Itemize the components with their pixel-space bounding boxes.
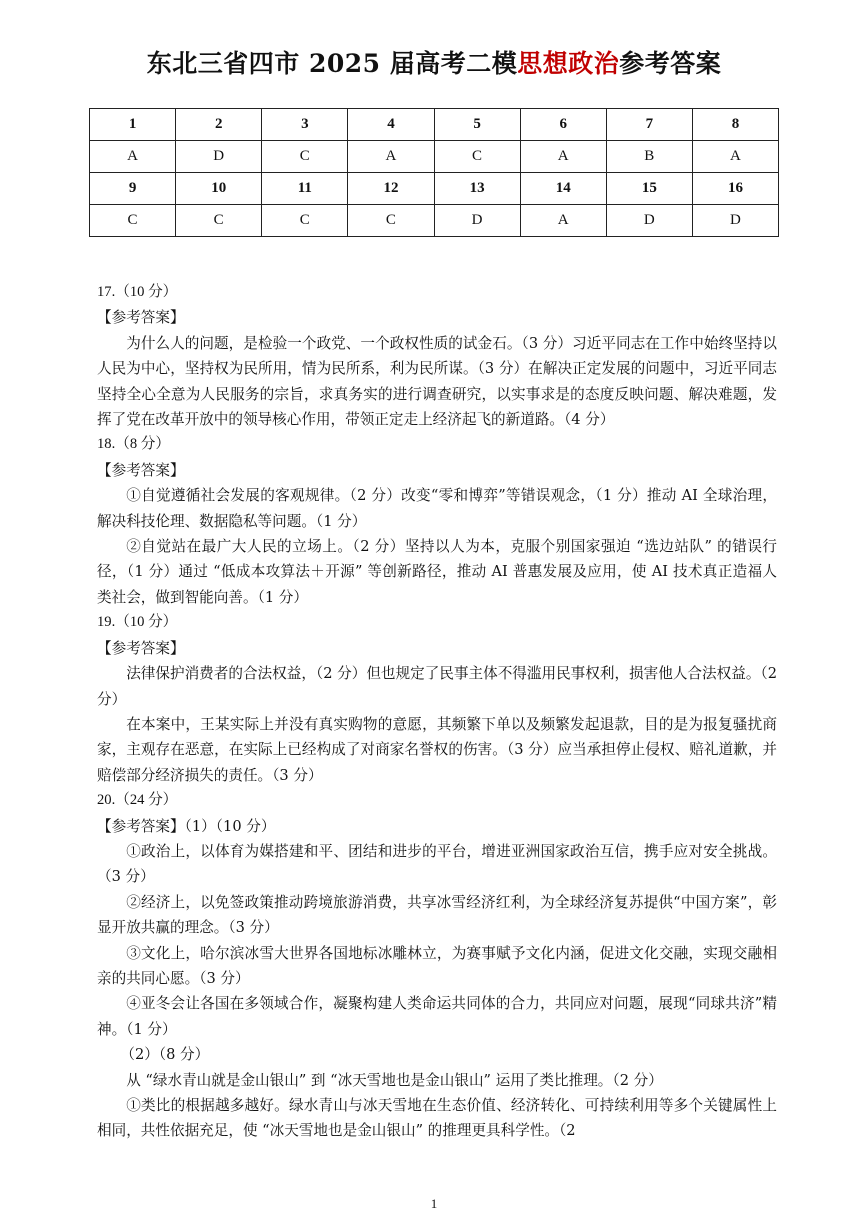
answer-label: 【参考答案】（1）（10 分） (97, 817, 276, 835)
answer-cell: A (90, 141, 176, 173)
answer-cell: C (262, 141, 348, 173)
answer-paragraph: ①自觉遵循社会发展的客观规律。（2 分）改变“零和博弈”等错误观念，（1 分）推动 AI 全球治理，解决科技伦理、数据隐私等问题。（1 分） (97, 487, 777, 530)
answer-paragraph: ④亚冬会让各国在多领域合作，凝聚构建人类命运共同体的合力，共同应对问题，展现“同球共济”精神。（1 分） (97, 995, 777, 1038)
answer-table (89, 108, 779, 237)
answer-paragraph: ②经济上，以免签政策推动跨境旅游消费，共享冰雪经济红利，为全球经济复苏提供“中国方案”，彰显开放共赢的理念。（3 分） (97, 893, 777, 937)
question-heading: 18.（8 分） (97, 436, 170, 453)
question-number-cell: 4 (348, 109, 434, 141)
question-number-cell: 6 (520, 109, 606, 141)
answer-cell: C (90, 205, 176, 237)
answer-letter-row (90, 141, 779, 173)
answer-paragraph: ③文化上，哈尔滨冰雪大世界各国地标冰雕林立，为赛事赋予文化内涵，促进文化交融，实现交融相亲的共同心愿。（3 分） (97, 944, 777, 987)
answer-paragraph: 在本案中，王某实际上并没有真实购物的意愿，其频繁下单以及频繁发起退款，目的是为报复骚扰商家，主观存在恶意，在实际上已经构成了对商家名誉权的伤害。（3 分）应当承担停止侵权、赔礼道歉，并赔偿部分经济损失的责任。（3 分） (97, 715, 777, 784)
page-number: 1 (430, 1196, 438, 1211)
question-number-cell: 10 (176, 173, 262, 205)
question-heading: 17.（10 分） (97, 284, 178, 300)
answer-cell: A (520, 141, 606, 173)
title-suffix: 参考答案 (619, 49, 722, 78)
answer-label: 【参考答案】 (97, 309, 185, 327)
answer-cell: D (606, 205, 692, 237)
answer-paragraph: ①政治上，以体育为媒搭建和平、团结和进步的平台，增进亚洲国家政治互信，携手应对安全挑战。（3 分） (97, 842, 777, 886)
title-middle: 届高考二模 (389, 49, 518, 78)
answer-cell: C (348, 205, 434, 237)
answer-cell: C (262, 205, 348, 237)
answer-letter-row (90, 205, 779, 237)
question-number-cell: 14 (520, 173, 606, 205)
question-number-cell: 7 (606, 109, 692, 141)
title-year: 2025 (299, 49, 390, 78)
answer-paragraph: ①类比的根据越多越好。绿水青山与冰天雪地在生态价值、经济转化、可持续利用等多个关键属性上相同，共性依据充足，使 “冰天雪地也是金山银山” 的推理更具科学性。（2 (97, 1097, 777, 1140)
answer-paragraph: 从 “绿水青山就是金山银山” 到 “冰天雪地也是金山银山” 运用了类比推理。（2 分） (126, 1071, 663, 1089)
answer-cell: C (176, 205, 262, 237)
question-number-row (90, 173, 779, 205)
title-prefix: 东北三省四市 (146, 49, 300, 78)
answer-paragraph: ②自觉站在最广大人民的立场上。（2 分）坚持以人为本，克服个别国家强迫 “选边站队” 的错误行径，（1 分）通过 “低成本攻算法＋开源” 等创新路径，推动 AI 普惠发展及应用，使 AI 技术真正造福人类社会，做到智能向善。（1 分） (97, 538, 777, 606)
question-number-cell: 8 (692, 109, 778, 141)
answer-paragraph: （2）（8 分） (120, 1046, 210, 1064)
question-number-cell: 12 (348, 173, 434, 205)
title-subject: 思想政治 (517, 49, 620, 78)
answer-label: 【参考答案】 (97, 461, 185, 479)
answer-cell: A (692, 141, 778, 173)
question-number-cell: 9 (90, 173, 176, 205)
question-number-cell: 13 (434, 173, 520, 205)
answer-content (97, 280, 777, 1144)
question-number-cell: 16 (692, 173, 778, 205)
answer-cell: A (520, 205, 606, 237)
question-number-cell: 3 (262, 109, 348, 141)
answer-label: 【参考答案】 (97, 639, 185, 657)
answer-cell: D (434, 205, 520, 237)
answer-cell: C (434, 141, 520, 173)
answer-cell: B (606, 141, 692, 173)
answer-cell: D (692, 205, 778, 237)
question-number-row (90, 109, 779, 141)
question-heading: 19.（10 分） (97, 614, 178, 631)
answer-paragraph: 为什么人的问题，是检验一个政党、一个政权性质的试金石。（3 分）习近平同志在工作中始终坚持以人民为中心，坚持权为民所用，情为民所系，利为民所谋。（3 分）在解决正定发展的问题中，习近平同志坚持全心全意为人民服务的宗旨，求真务实的进行调查研究，以实事求是的态度反映问题、解决难题，发挥了党在改革开放中的领导核心作用，带领正定走上经济起飞的新道路。（4 分） (97, 334, 777, 429)
question-number-cell: 2 (176, 109, 262, 141)
page-title (0, 44, 868, 80)
answer-cell: D (176, 141, 262, 173)
answer-paragraph: 法律保护消费者的合法权益，（2 分）但也规定了民事主体不得滥用民事权利，损害他人合法权益。（2 分） (97, 665, 777, 708)
question-heading: 20.（24 分） (97, 792, 178, 809)
question-number-cell: 15 (606, 173, 692, 205)
answer-cell: A (348, 141, 434, 173)
question-number-cell: 1 (90, 109, 176, 141)
question-number-cell: 5 (434, 109, 520, 141)
question-number-cell: 11 (262, 173, 348, 205)
